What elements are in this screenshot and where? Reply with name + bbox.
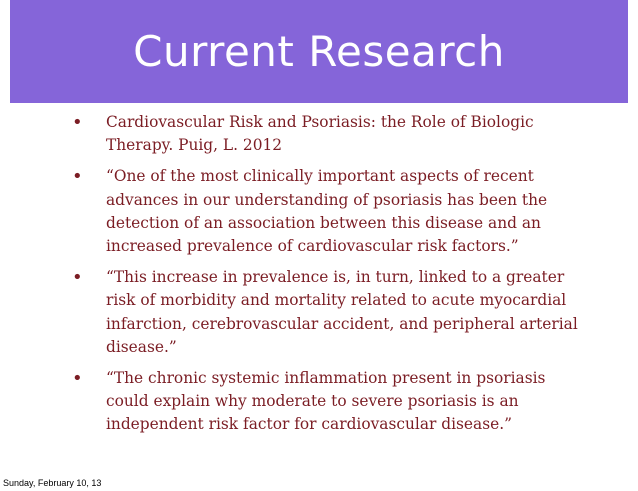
bullet-icon: • xyxy=(72,166,83,188)
slide-title: Current Research xyxy=(133,27,505,76)
bullet-icon: • xyxy=(72,267,83,289)
bullet-item xyxy=(72,367,592,437)
bullet-item xyxy=(72,266,592,359)
bullet-list xyxy=(72,111,592,445)
bullet-icon: • xyxy=(72,368,83,390)
bullet-item xyxy=(72,165,592,258)
bullet-icon: • xyxy=(72,112,83,133)
footer-date: Sunday, February 10, 13 xyxy=(3,478,102,488)
bullet-text: “This increase in prevalence is, in turn, linked to a greater risk of morbidity and mortality related to acute myocardial infarction, cerebrovascular accident, and peripheral arterial disease.” xyxy=(106,268,578,356)
bullet-text: Cardiovascular Risk and Psoriasis: the Role of Biologic Therapy. Puig, L. 2012 xyxy=(106,113,534,155)
bullet-text: “The chronic systemic inflammation present in psoriasis could explain why moderate to severe psoriasis is an independent risk factor for cardiovascular disease.” xyxy=(106,369,546,434)
bullet-item xyxy=(72,111,592,157)
bullet-text: “One of the most clinically important aspects of recent advances in our understanding of psoriasis has been the detection of an association between this disease and an increased prevalence of cardiovascular risk factors.” xyxy=(106,167,548,256)
